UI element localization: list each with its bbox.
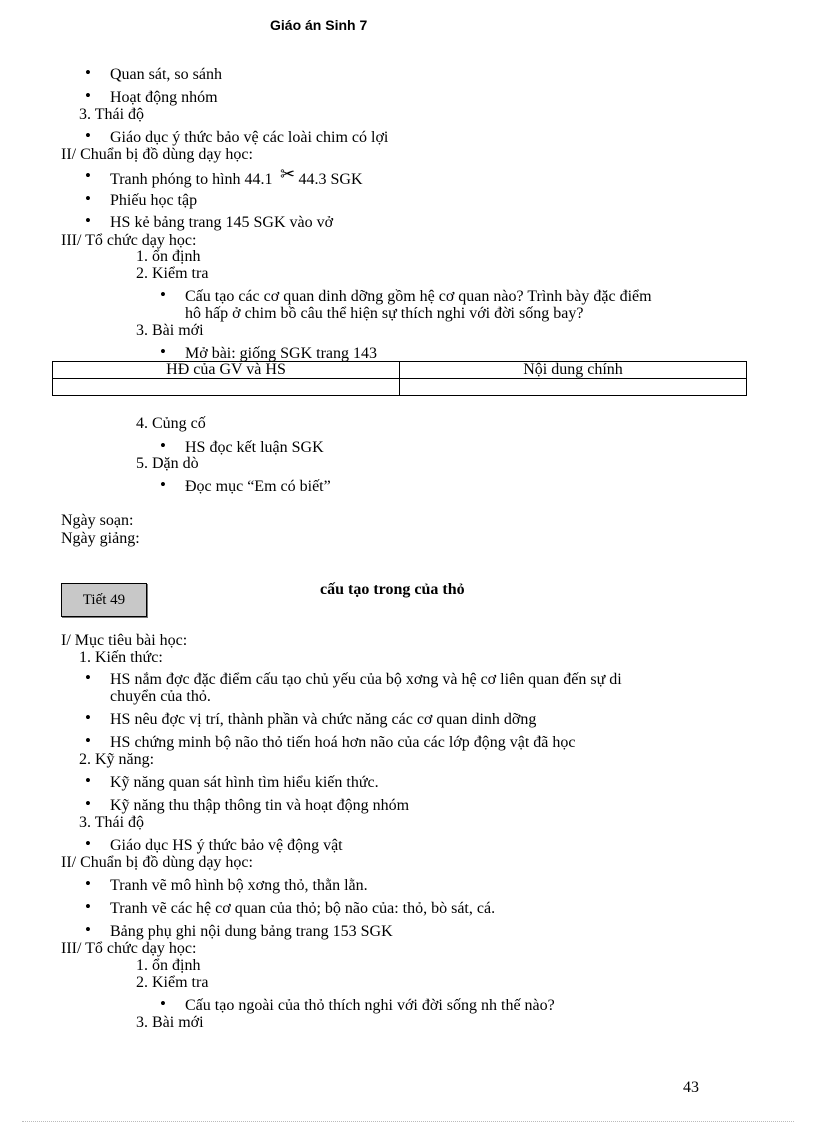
bullet-skeleton-cont: chuyển của thỏ.: [110, 688, 211, 705]
heading-attitude: 3. Thái độ: [79, 106, 145, 123]
heading-preparation-2: II/ Chuẩn bị đồ dùng dạy học:: [61, 854, 253, 871]
bullet-enlarged-figures: [110, 164, 363, 188]
step-check: 2. Kiểm tra: [136, 265, 209, 282]
question-nutrition-organs: • Cấu tạo các cơ quan dinh dỡng gồm hệ cơ quan nào? Trình bày đặc điểm: [185, 289, 652, 305]
bullet-group-activity: • Hoạt động nhóm: [110, 90, 218, 106]
heading-preparation: II/ Chuẩn bị đồ dùng dạy học:: [61, 146, 253, 163]
figure-range-end: 44.3 SGK: [298, 171, 363, 188]
bullet-organs: • HS nêu đợc vị trí, thành phần và chức năng các cơ quan dinh dỡng: [110, 712, 536, 728]
question-external-structure: • Cấu tạo ngoài của thỏ thích nghi với đời sống nh thế nào?: [185, 998, 555, 1014]
bullet-brain: • HS chứng minh bộ não thỏ tiến hoá hơn não của các lớp động vật đã học: [110, 735, 575, 751]
bullet-protect-animals: • Giáo dục HS ý thức bảo vệ động vật: [110, 838, 343, 854]
activity-table: [52, 361, 747, 396]
page-header-title: Giáo án Sinh 7: [270, 17, 368, 33]
bullet-observation-skill: • Kỹ năng quan sát hình tìm hiểu kiến thức.: [110, 775, 379, 791]
col-header-activities: HĐ của GV và HS: [53, 362, 400, 379]
bullet-read-section: • Đọc mục “Em có biết”: [185, 479, 331, 495]
bullet-worksheet: • Phiếu học tập: [110, 193, 197, 209]
step-stabilize: 1. ổn định: [136, 248, 201, 265]
heading-organization-2: III/ Tổ chức dạy học:: [61, 940, 197, 957]
bullet-skeleton-model: • Tranh vẽ mô hình bộ xơng thỏ, thằn lằn.: [110, 878, 368, 894]
step-check-2: 2. Kiểm tra: [136, 974, 209, 991]
date-taught: Ngày giảng:: [61, 530, 140, 547]
figure-range-start: Tranh phóng to hình 44.1: [110, 171, 273, 188]
date-prepared: Ngày soạn:: [61, 512, 134, 529]
heading-knowledge: 1. Kiến thức:: [79, 649, 163, 666]
heading-organization: III/ Tổ chức dạy học:: [61, 232, 197, 249]
bullet-board: • Bảng phụ ghi nội dung bảng trang 153 SGK: [110, 924, 393, 940]
step-consolidate: 4. Củng cố: [136, 415, 206, 432]
lesson-number: Tiết 49: [82, 592, 126, 608]
heading-objectives: I/ Mục tiêu bài học:: [61, 632, 188, 649]
col-header-content: Nội dung chính: [400, 362, 747, 379]
bullet-attitude-birds: • Giáo dục ý thức bảo vệ các loài chim có lợi: [110, 130, 388, 146]
bullet-read-conclusion: • HS đọc kết luận SGK: [185, 440, 324, 456]
step-stabilize-2: 1. ổn định: [136, 957, 201, 974]
heading-skills: 2. Kỹ năng:: [79, 751, 155, 768]
page-bottom-rule: [22, 1121, 794, 1122]
heading-attitude-2: 3. Thái độ: [79, 814, 145, 831]
question-nutrition-organs-cont: hô hấp ở chim bồ câu thể hiện sự thích nghi với đời sống bay?: [185, 305, 584, 322]
page-number: 43: [683, 1079, 699, 1096]
bullet-info-skill: • Kỹ năng thu thập thông tin và hoạt động nhóm: [110, 798, 409, 814]
step-homework: 5. Dặn dò: [136, 455, 199, 472]
bullet-organ-pictures: • Tranh vẽ các hệ cơ quan của thỏ; bộ não của: thỏ, bò sát, cá.: [110, 901, 495, 917]
lesson-number-box: [61, 583, 147, 617]
bullet-observe-compare: • Quan sát, so sánh: [110, 67, 222, 83]
bullet-draw-table: • HS kẻ bảng trang 145 SGK vào vở: [110, 215, 333, 231]
bullet-skeleton: • HS nắm đợc đặc điểm cấu tạo chủ yếu của bộ xơng và hệ cơ liên quan đến sự di: [110, 672, 622, 688]
lesson-title: cấu tạo trong của thỏ: [320, 581, 465, 598]
step-new-lesson-2: 3. Bài mới: [136, 1014, 204, 1031]
step-new-lesson: 3. Bài mới: [136, 322, 204, 339]
bullet-intro: • Mở bài: giống SGK trang 143: [185, 346, 377, 362]
table-cell-empty: [400, 379, 747, 396]
table-cell-empty: [53, 379, 400, 396]
scissors-icon: ✂: [279, 164, 296, 184]
